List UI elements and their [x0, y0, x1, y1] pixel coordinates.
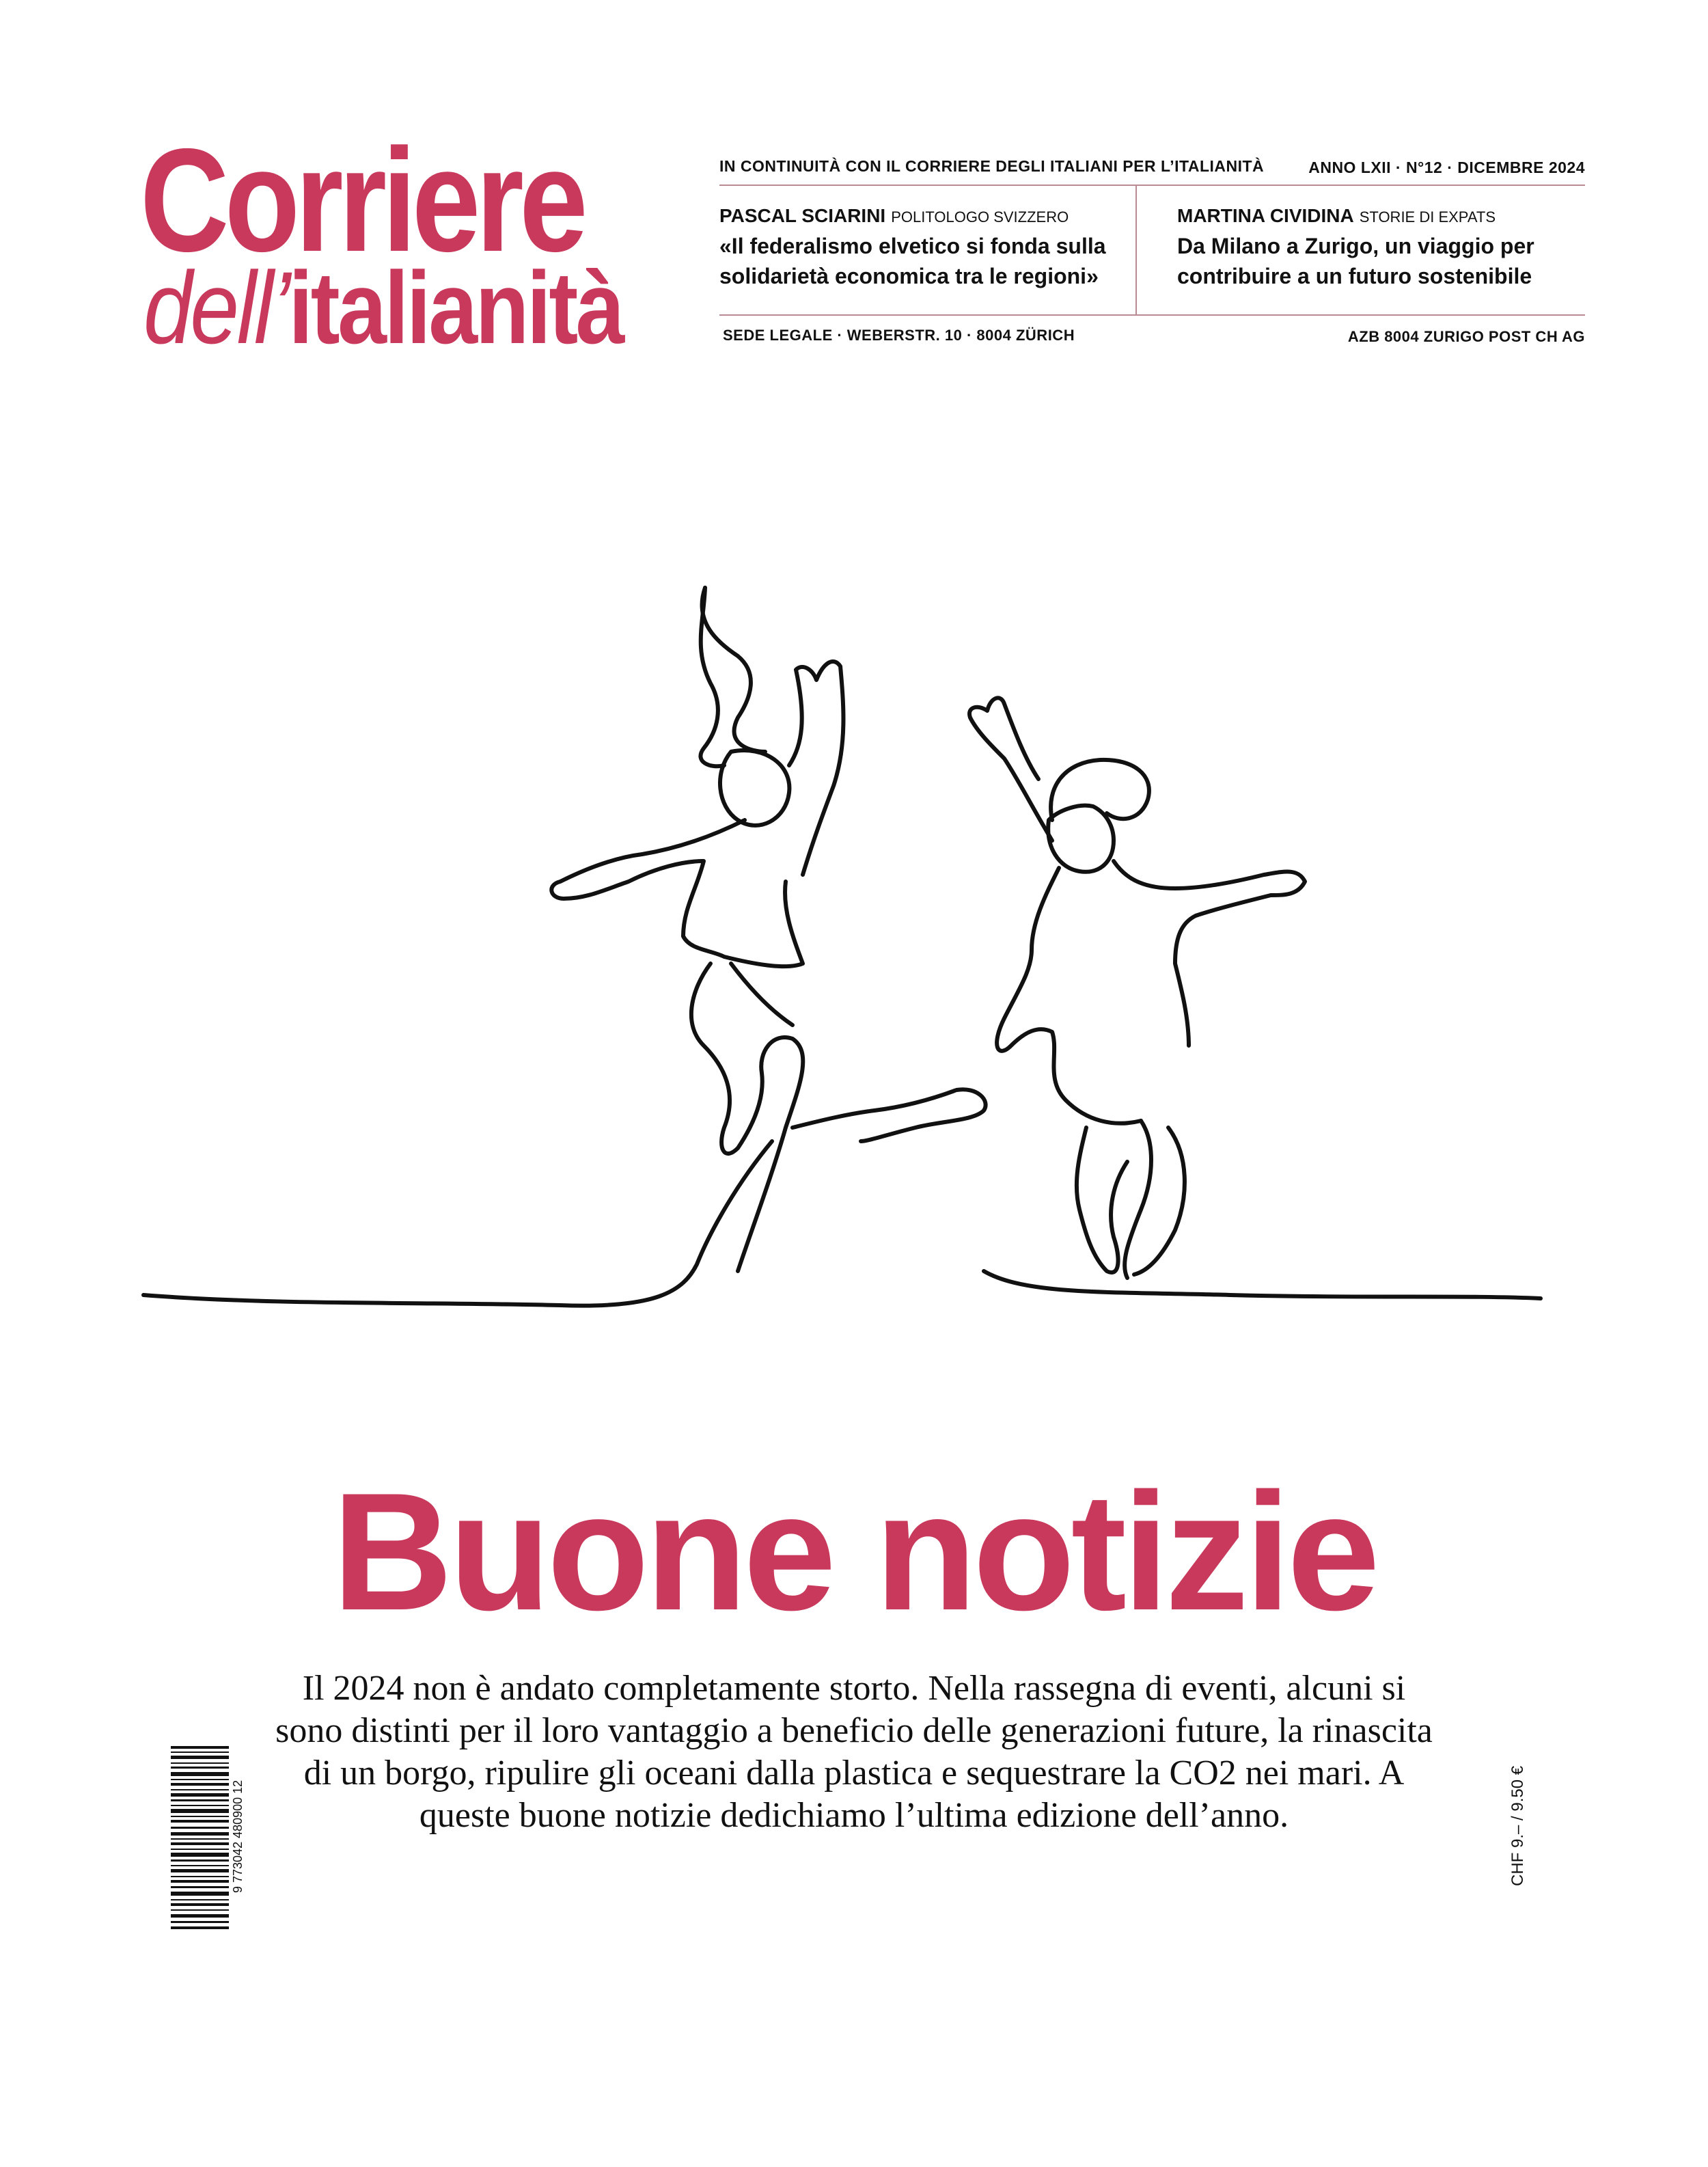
teaser-headline: «Il federalismo elvetico si fonda sulla solidarietà economica tra le regioni» — [719, 234, 1106, 288]
header-rule-divider — [1135, 185, 1137, 314]
logo-subtitle-bold: italianità — [288, 250, 623, 365]
teaser-headline: Da Milano a Zurigo, un viaggio per contribuire a un futuro sostenibile — [1177, 234, 1534, 288]
legal-address: SEDE LEGALE · WEBERSTR. 10 · 8004 ZÜRICH — [723, 327, 1075, 344]
teaser-author: MARTINA CIVIDINA — [1177, 205, 1354, 226]
barcode — [171, 1746, 229, 1931]
logo-subtitle — [143, 250, 623, 365]
teaser-author: PASCAL SCIARINI — [719, 205, 886, 226]
dancing-children-illustration — [137, 581, 1558, 1319]
issue-info: ANNO LXII · N°12 · DICEMBRE 2024 — [1308, 159, 1585, 176]
cover-lead: Il 2024 non è andato completamente storto. Nella rassegna di eventi, alcuni si sono distinti per il loro vantaggio a beneficio delle generazioni future, la rinascita di un borgo, ripulire gli oceani dalla plastica e sequestrare la CO2 nei mari. A queste buone notizie dedichiamo l’ultima edizione dell’anno. — [275, 1669, 1433, 1835]
header-rule-top — [719, 185, 1585, 186]
ground-line — [143, 1141, 1541, 1306]
cover-price: CHF 9.– / 9.50 € — [1509, 1765, 1527, 1886]
logo-title: Corriere — [140, 118, 583, 282]
masthead-logo — [140, 118, 659, 365]
teaser-role: STORIE DI EXPATS — [1359, 208, 1496, 226]
teaser-right[interactable] — [1177, 205, 1580, 291]
teaser-role: POLITOLOGO SVIZZERO — [891, 208, 1069, 226]
header-rule-bottom — [719, 314, 1585, 316]
masthead-tagline: IN CONTINUITÀ CON IL CORRIERE DEGLI ITALIANI PER L’ITALIANITÀ — [719, 157, 1265, 175]
cover-title: Buone notizie — [331, 1458, 1377, 1645]
postal-info: AZB 8004 ZURIGO POST CH AG — [1347, 328, 1585, 345]
barcode-number: 9 773042 480900 12 — [231, 1780, 245, 1893]
teaser-left[interactable] — [719, 205, 1122, 291]
logo-subtitle-light: dell’ — [143, 250, 289, 365]
